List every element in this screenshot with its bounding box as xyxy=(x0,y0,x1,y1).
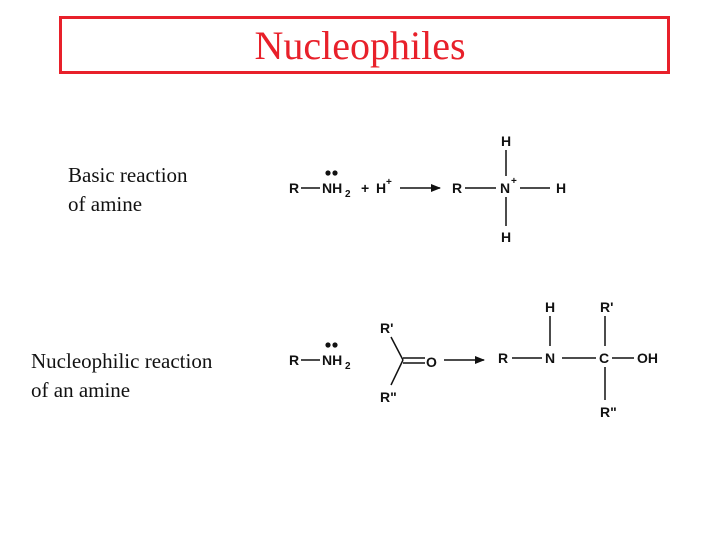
carbonyl-r-bottom: R" xyxy=(380,389,397,405)
carbonyl-bond xyxy=(391,337,403,360)
basic-reaction-label-line2: of amine xyxy=(68,192,143,216)
nucleophilic-product-n: N xyxy=(545,350,556,366)
nucleophilic-reactant-subscript: 2 xyxy=(345,361,351,372)
nucleophilic-reaction-scheme xyxy=(289,299,658,420)
basic-reaction-label-line1: Basic reaction xyxy=(68,163,188,187)
lone-pair-dot xyxy=(332,170,337,175)
basic-product-h-top: H xyxy=(501,133,512,149)
lone-pair-dot xyxy=(325,342,330,347)
nucleophilic-product-h-top: H xyxy=(545,299,556,315)
basic-product-n: N xyxy=(500,180,511,196)
basic-product-r: R xyxy=(452,180,463,196)
nucleophilic-product-r-top: R' xyxy=(600,299,614,315)
nucleophilic-reactant-r: R xyxy=(289,352,300,368)
basic-product-h-bottom: H xyxy=(501,229,512,245)
basic-plus-sign: + xyxy=(361,180,370,196)
basic-reactant-nh: NH xyxy=(322,180,343,196)
nucleophilic-product-r-bottom: R" xyxy=(600,404,617,420)
basic-product-charge: + xyxy=(511,176,517,187)
nucleophilic-reaction-label-line1: Nucleophilic reaction xyxy=(31,349,213,373)
slide-title: Nucleophiles xyxy=(254,23,466,68)
carbonyl-o: O xyxy=(426,354,437,370)
basic-reactant-subscript: 2 xyxy=(345,189,351,200)
basic-proton-charge: + xyxy=(386,177,392,188)
basic-reactant-r: R xyxy=(289,180,300,196)
nucleophilic-product-c: C xyxy=(599,350,610,366)
nucleophilic-product-oh: OH xyxy=(637,350,658,366)
lone-pair-dot xyxy=(325,170,330,175)
basic-product-h-right: H xyxy=(556,180,567,196)
basic-proton: H xyxy=(376,180,387,196)
nucleophilic-reaction-label-line2: of an amine xyxy=(31,378,131,402)
nucleophilic-product-r: R xyxy=(498,350,509,366)
nucleophilic-reactant-nh: NH xyxy=(322,352,343,368)
carbonyl-r-top: R' xyxy=(380,320,394,336)
basic-reaction-scheme xyxy=(289,133,566,245)
carbonyl-bond xyxy=(391,360,403,385)
lone-pair-dot xyxy=(332,342,337,347)
